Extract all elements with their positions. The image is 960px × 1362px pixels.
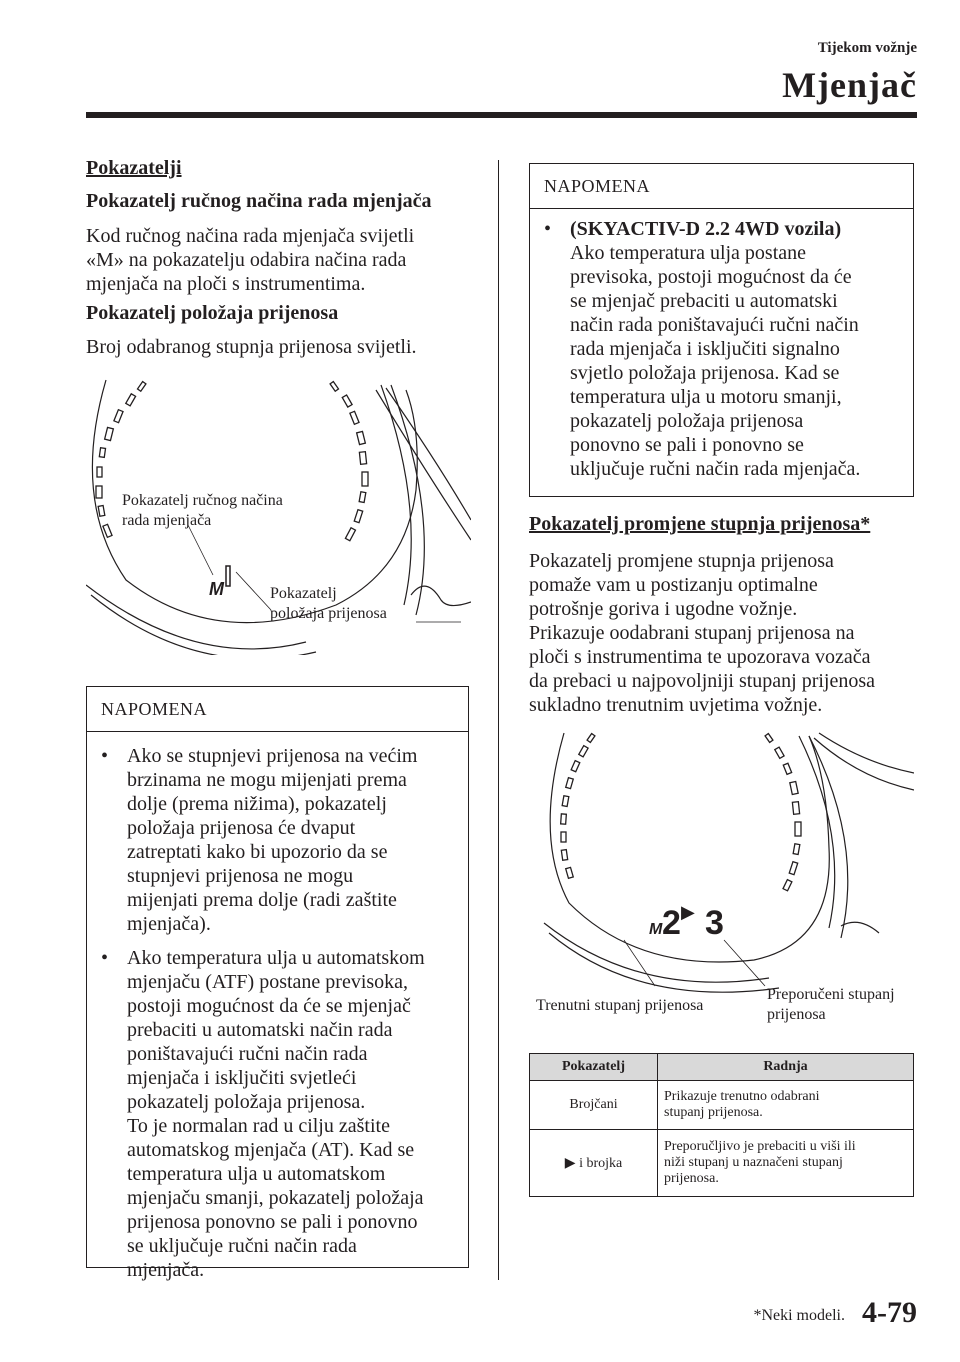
subheading-manual-indicator: Pokazatelj ručnog načina rada mjenjača [86, 190, 432, 212]
text-line: pokazatelj položaja prijenosa. [127, 1091, 366, 1113]
shift-arrow-icon: ▶ [681, 902, 695, 923]
gauge-m-letter: M [649, 921, 663, 938]
label-line: Preporučeni stupanj [767, 986, 895, 1003]
note-title: NAPOMENA [530, 164, 913, 209]
cell-text: i brojka [579, 1155, 623, 1171]
table-header: Pokazatelj [530, 1054, 658, 1081]
gauge-m-letter: M [209, 579, 224, 599]
column-divider [498, 160, 499, 1280]
text-line: se uključuje ručni način rada [127, 1235, 357, 1257]
note-box-left [86, 686, 469, 1281]
text-line: pokazatelj položaja prijenosa [570, 410, 804, 432]
text-line: prebaciti u automatski način rada [127, 1019, 393, 1041]
text-line: način rada poništavajući ručni način [570, 314, 859, 336]
text-line: niži stupanj u naznačeni stupanj [664, 1155, 843, 1170]
note-title: NAPOMENA [87, 687, 468, 732]
text-line: mjenjača na ploči s instrumentima. [86, 273, 366, 295]
text-line: Pokazatelj promjene stupnja prijenosa [529, 550, 834, 572]
header-rule [86, 112, 917, 118]
table-cell: Brojčani [530, 1081, 658, 1130]
text-line: se mjenjač prebaciti u automatski [570, 290, 838, 312]
note-bullet [530, 217, 913, 481]
text-line: Preporučljivo je prebaciti u viši ili [664, 1139, 856, 1154]
page-number: 4-79 [862, 1296, 917, 1329]
page-title: Mjenjač [782, 65, 917, 105]
recommended-gear-digit: 3 [705, 904, 724, 942]
paragraph-shift [529, 549, 875, 717]
text-line: poništavajući ručni način rada [127, 1043, 368, 1065]
text-line: mjenjača). [127, 913, 211, 935]
section-title: Tijekom vožnje [817, 40, 917, 56]
note-bullet-1 [87, 744, 468, 936]
paragraph-manual [86, 224, 414, 296]
text-line: mjenjaču (ATF) postane previsoka, [127, 971, 409, 993]
text-line: mjenjača i isključiti svjetleći [127, 1067, 357, 1089]
bullet-icon: • [544, 218, 552, 240]
label-line: prijenosa [767, 1006, 826, 1023]
text-line: prijenosa ponovno se pali i ponovno [127, 1211, 418, 1233]
paragraph-gear: Broj odabranog stupnja prijenosa svijetli. [86, 336, 417, 358]
text-line: ponovno se pali i ponovno se [570, 434, 804, 456]
label-line: Pokazatelj ručnog načina [122, 492, 283, 509]
gauge-figure-2 [529, 728, 914, 993]
text-line: Prikazuje trenutno odabrani [664, 1089, 820, 1104]
label-gear-indicator [270, 584, 387, 624]
text-line: Ako temperatura ulja u automatskom [127, 947, 425, 969]
text-line: To je normalan rad u cilju zaštite [127, 1115, 390, 1137]
bullet-icon: • [101, 947, 109, 969]
text-line: mijenjati prema dolje (radi zaštite [127, 889, 397, 911]
text-line: Kod ručnog načina rada mjenjača svijetli [86, 225, 415, 247]
section-heading: Pokazatelji [86, 157, 182, 179]
text-line: brzinama ne mogu mijenjati prema [127, 769, 407, 791]
text-line: mjenjaču smanji, pokazatelj položaja [127, 1187, 424, 1209]
text-line: da prebaci u najpovoljniji stupanj prijenosa [529, 670, 876, 692]
table-header: Radnja [658, 1054, 914, 1081]
table-cell [658, 1130, 914, 1197]
text-line: automatskog mjenjača (AT). Kad se [127, 1139, 415, 1161]
current-gear-digit: 2 [662, 904, 681, 942]
text-line: svjetlo položaja prijenosa. Kad se [570, 362, 840, 384]
text-line: previsoka, postoji mogućnost da će [570, 266, 852, 288]
text-line: sukladno trenutnim uvjetima vožnje. [529, 694, 823, 716]
note-box-right [529, 163, 914, 497]
text-line: rada mjenjača i isključiti signalno [570, 338, 840, 360]
footnote: *Neki modeli. [753, 1307, 845, 1324]
table-cell [658, 1081, 914, 1130]
label-recommended-gear [767, 985, 895, 1025]
subheading-gear-indicator: Pokazatelj položaja prijenosa [86, 302, 339, 324]
text-line: prijenosa. [664, 1171, 719, 1186]
note-bullet-2 [87, 946, 468, 1282]
text-line: stupnjevi prijenosa ne mogu [127, 865, 354, 887]
label-line: rada mjenjača [122, 512, 212, 529]
text-line: mjenjača. [127, 1259, 205, 1281]
text-line: položaja prijenosa će dvaput [127, 817, 356, 839]
label-current-gear: Trenutni stupanj prijenosa [536, 997, 704, 1014]
label-manual-indicator [122, 491, 283, 531]
label-line: Pokazatelj [270, 585, 337, 602]
text-line: pomaže vam u postizanju optimalne [529, 574, 818, 596]
indicator-table [529, 1053, 914, 1197]
text-line: temperatura ulja u automatskom [127, 1163, 386, 1185]
text-line: Ako se stupnjevi prijenosa na većim [127, 745, 418, 767]
text-line: temperatura ulja u motoru smanji, [570, 386, 842, 408]
text-line: zatreptati kako bi upozorio da se [127, 841, 388, 863]
table-header-row [530, 1054, 914, 1081]
table-cell [530, 1130, 658, 1197]
text-line: dolje (prema nižima), pokazatelj [127, 793, 387, 815]
text-line: «M» na pokazatelju odabira načina rada [86, 249, 407, 271]
text-line: ploči s instrumentima te upozorava vozača [529, 646, 871, 668]
text-line: Ako temperatura ulja postane [570, 242, 807, 264]
text-line: stupanj prijenosa. [664, 1105, 763, 1120]
text-line: uključuje ručni način rada mjenjača. [570, 458, 861, 480]
table-row [530, 1130, 914, 1197]
shift-arrow-icon: ▶ [564, 1155, 576, 1171]
gear-segment-icon [226, 566, 230, 586]
text-line: potrošnje goriva i ugodne vožnje. [529, 598, 798, 620]
text-line: Prikazuje oodabrani stupanj prijenosa na [529, 622, 855, 644]
section-heading-shift: Pokazatelj promjene stupnja prijenosa* [529, 513, 871, 535]
bullet-icon: • [101, 745, 109, 767]
note-bullet-heading: (SKYACTIV-D 2.2 4WD vozila) [570, 218, 842, 240]
text-line: postoji mogućnost da će se mjenjač [127, 995, 411, 1017]
label-line: položaja prijenosa [270, 605, 387, 622]
table-row [530, 1081, 914, 1130]
